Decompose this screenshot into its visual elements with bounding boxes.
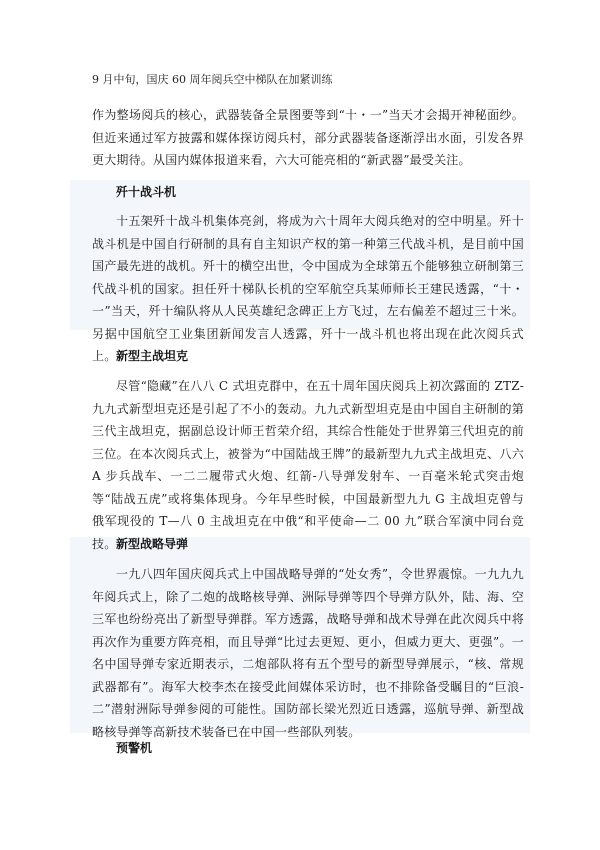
intro-paragraph: 作为整场阅兵的核心，武器装备全景图要等到“十・一”当天才会揭开神秘面纱。但近来通过军方披露和媒体探访阅兵村，部分武器装备逐渐浮出水面，引发各界更大期待。从国内媒体报道来看，六大可能亮相的“新武器”最受关注。 (92, 108, 524, 167)
section-heading-awacs: 预警机 (116, 741, 153, 755)
section-heading-missile: 新型战略导弹 (116, 537, 189, 551)
section-body-j10: 十五架歼十战斗机集体亮剑，将成为六十周年大阅兵绝对的空中明星。歼十战斗机是中国自行研制的具有自主知识产权的第一种第三代战斗机，是目前中国国产最先进的战机。歼十的横空出世，令中国成为全球第五个能够独立研制第三代战斗机的国家。担任歼十梯队长机的空军航空兵某师师长王建民透露，“十・一”当天，歼十编队将从人民英雄纪念碑正上方飞过，左右偏差不超过三十米。另据中国航空工业集团新闻发言人透露，歼十一战斗机也将出现在此次阅兵式上。 (92, 214, 524, 363)
section-body-missile: 一九八四年国庆阅兵式上中国战略导弹的“处女秀”，令世界震惊。一九九九年阅兵式上，除了二炮的战略核导弹、洲际导弹等四个导弹方队外，陆、海、空三军也纷纷亮出了新型导弹群。军方透露，战略导弹和战术导弹在此次阅兵中将再次作为重要方阵亮相，而且导弹“比过去更短、更小，但威力更大、更强”。一名中国导弹专家近期表示，二炮部队将有五个型号的新型导弹展示，“核、常规武器都有”。海军大校李杰在接受此间媒体采访时，也不排除备受瞩目的“巨浪-二”潜射洲际导弹参阅的可能性。国防部长梁光烈近日透露，巡航导弹、新型战略核导弹等高新技术装备已在中国一些部队列装。 (92, 567, 524, 739)
section-heading-tank: 新型主战坦克 (116, 349, 189, 363)
section-body-tank: 尽管“隐藏”在八八 C 式坦克群中，在五十周年国庆阅兵上初次露面的 ZTZ-九九式新型坦克还是引起了不小的轰动。九九式新型坦克是由中国自主研制的第三代主战坦克，据副总设计师王哲荣介绍，其综合性能处于世界第三代坦克的前三位。在本次阅兵式上，被誉为“中国陆战王牌”的最新型九九式主战坦克、八六 A 步兵战车、一二二履带式火炮、红箭-八导弹发射车、一百毫米轮式突击炮等“陆战五虎”或将集体现身。今年早些时候，中国最新型九九 G 主战坦克曾与俄军现役的 T—八 0 主战坦克在中俄“和平使命—二 00 九”联合军演中同台竞技。 (92, 379, 524, 551)
photo-caption: 9 月中旬，国庆 60 周年阅兵空中梯队在加紧训练 (92, 73, 333, 86)
section-heading-j10: 歼十战斗机 (116, 185, 177, 199)
